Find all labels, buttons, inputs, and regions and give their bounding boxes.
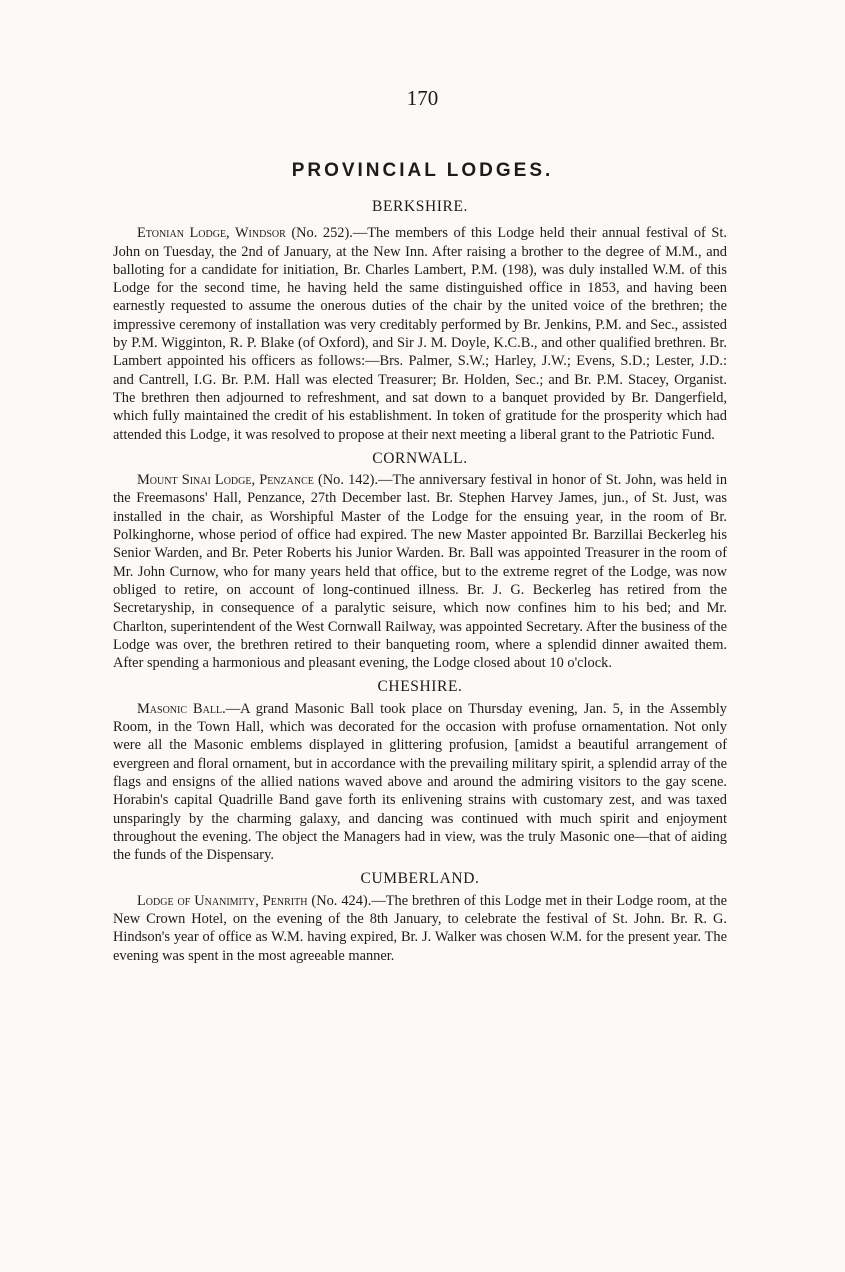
section-paragraph-cumberland [113, 892, 727, 965]
section-paragraph-cheshire [113, 700, 727, 865]
section-paragraph-cornwall [113, 471, 727, 672]
lodge-name: Etonian Lodge, Windsor [137, 225, 286, 242]
paragraph-text: (No. 142).—The anniversary festival in honor of St. John, was held in the Freemasons' Hall, Penzance, 27th December last. Br. Stephen Harvey James, jun., of St. Just, was installed in the chair, as Worshipful Master of the Lodge for the ensuing year, in the room of Br. Polkinghorne, whose period of office had expired. The new Master appointed Br. Barzillai Beckerleg his Senior Warden, and Br. Peter Roberts his Junior Warden. Br. Ball was appointed Treasurer in the room of Mr. John Curnow, who for many years held that office, but to the extreme regret of the Lodge, was now obliged to retire, on account of long-continued illness. Br. J. G. Beckerleg has retired from the Secretaryship, in consequence of a paralytic seisure, which now confines him to his bed; and Mr. Charlton, superintendent of the West Cornwall Railway, was appointed Secretary. After the business of the Lodge was over, the brethren retired to their banqueting room, where a splendid dinner awaited them. After spending a harmonious and pleasant evening, the Lodge closed about 10 o'clock. [113, 472, 728, 672]
lodge-name: Mount Sinai Lodge, Penzance [137, 472, 314, 489]
lodge-name: Lodge of Unanimity, Penrith [137, 892, 308, 909]
section-heading-berkshire: BERKSHIRE. [372, 198, 468, 215]
lodge-name: Masonic Ball. [137, 700, 226, 717]
page-number: 170 [406, 86, 439, 110]
section-heading-cumberland: CUMBERLAND. [360, 870, 480, 888]
page-title: PROVINCIAL LODGES. [291, 160, 554, 181]
paragraph-text: (No. 252).—The members of this Lodge held their annual festival of St. John on Tuesday, the 2nd of January, at the New Inn. After raising a brother to the degree of M.M., and balloting for a candidate for initiation, Br. Charles Lambert, P.M. (198), was duly installed W.M. of this Lodge for the second time, he having held the same distinguished office in 1853, and having been earnestly requested to assume the onerous duties of the chair by the united voice of the brethren; the impressive ceremony of installation was very creditably performed by Br. Jenkins, P.M. and Sec., assisted by P.M. Wigginton, R. P. Blake (of Oxford), and Sir J. M. Doyle, K.C.B., and other qualified brethren. Br. Lambert appointed his officers as follows:—Brs. Palmer, S.W.; Harley, J.W.; Evens, S.D.; Lester, J.D.: and Cantrell, I.G. Br. P.M. Hall was elected Treasurer; Br. Holden, Sec.; and Br. P.M. Stacey, Organist. The brethren then adjourned to refreshment, and sat down to a banquet provided by Br. Dangerfield, which fully maintained the credit of his establishment. In token of gratitude for the prosperity which had attended this Lodge, it was resolved to propose at their next meeting a liberal grant to the Patriotic Fund. [113, 225, 727, 443]
paragraph-text: —A grand Masonic Ball took place on Thursday evening, Jan. 5, in the Assembly Room, in the Town Hall, which was decorated for the occasion with profuse ornamentation. Not only were all the Masonic emblems displayed in glittering profusion, [amidst a beautiful arrangement of evergreen and floral ornament, but in accordance with the prevailing military spirit, a splendid array of the flags and ensigns of the allied nations waved above and around the admiring visitors to the gay scene. Horabin's capital Quadrille Band gave forth its enlivening strains with customary zest, and was taxed unsparingly by the charming galaxy, and dancing was continued with much spirit and enjoyment throughout the evening. The object the Managers had in view, was the truly Masonic one—that of aiding the funds of the Dispensary. [113, 700, 727, 864]
paragraph-text: (No. 424).—The brethren of this Lodge met in their Lodge room, at the New Crown Hotel, on the evening of the 8th January, to celebrate the festival of St. John. Br. R. G. Hindson's year of office as W.M. having expired, Br. J. Walker was chosen W.M. for the present year. The evening was spent in the most agreeable manner. [113, 892, 727, 964]
section-heading-cornwall: CORNWALL. [372, 449, 468, 467]
section-paragraph-berkshire [113, 224, 727, 444]
article-body [113, 198, 727, 971]
section-heading-cheshire: CHESHIRE. [377, 678, 463, 696]
